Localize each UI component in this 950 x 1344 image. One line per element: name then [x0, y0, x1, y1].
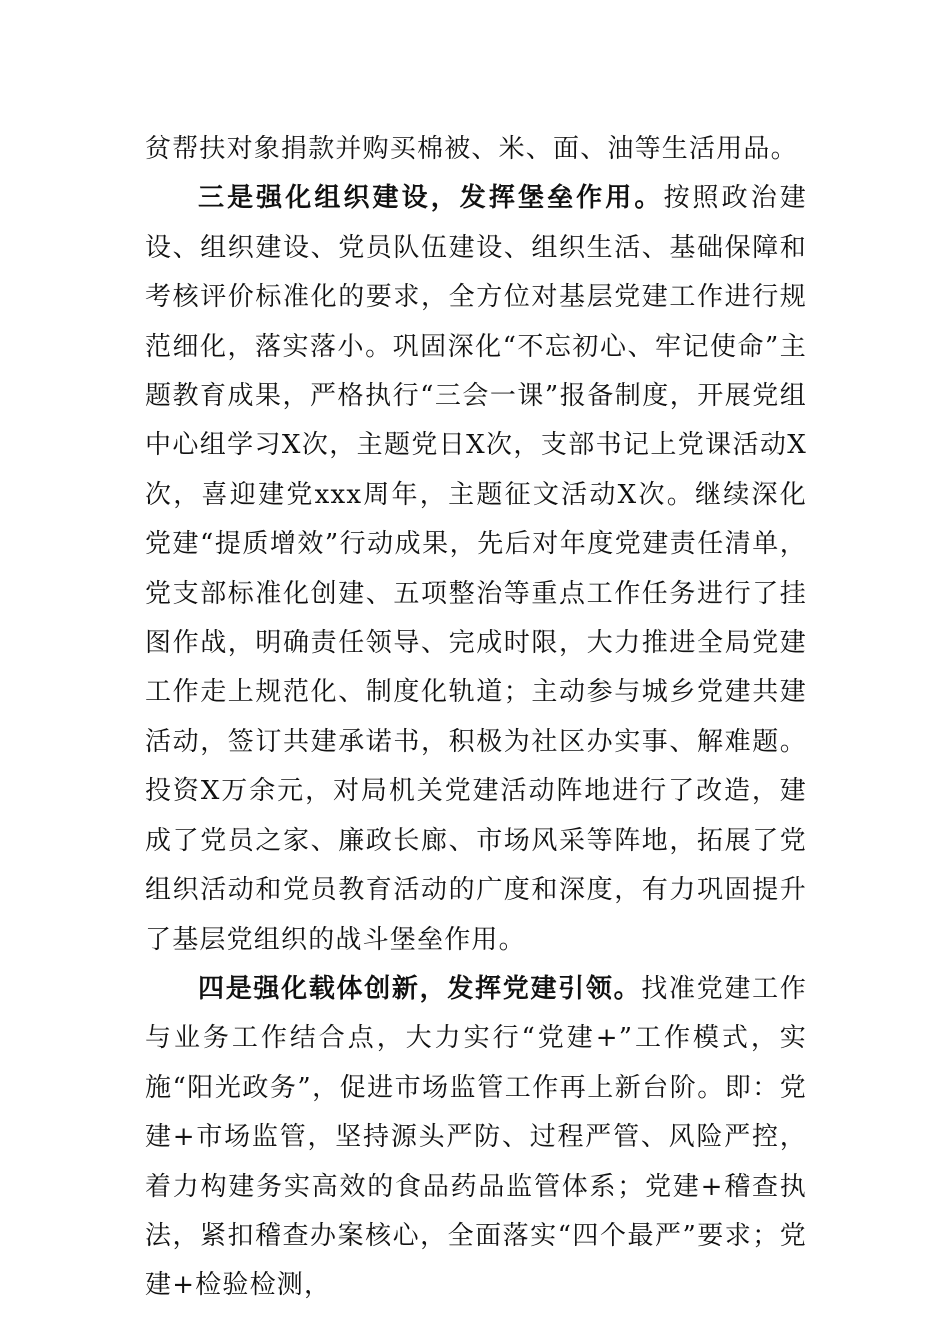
paragraph-lead: 三是强化组织建设，发挥堡垒作用。 [198, 183, 664, 214]
paragraph-text: 贫帮扶对象捐款并购买棉被、米、面、油等生活用品。 [145, 134, 798, 164]
paragraph-carrier-innovation [145, 965, 807, 1311]
paragraph-organization-building [145, 174, 807, 965]
paragraph-continuation [145, 125, 807, 174]
paragraph-lead: 四是强化载体创新，发挥党建引领。 [198, 973, 642, 1004]
paragraph-text: 找准党建工作与业务工作结合点，大力实行“党建+”工作模式，实施“阳光政务”，促进市场监管工作再上新台阶。即：党建+市场监管，坚持源头严防、过程严管、风险严控，着力构建务实高效的食品药品监管体系；党建+稽查执法，紧扣稽查办案核心，全面落实“四个最严”要求；党建+检验检测， [145, 973, 808, 1301]
paragraph-text: 按照政治建设、组织建设、党员队伍建设、组织生活、基础保障和考核评价标准化的要求，全方位对基层党建工作进行规范细化，落实落小。巩固深化“不忘初心、牢记使命”主题教育成果，严格执行“三会一课”报备制度，开展党组中心组学习X次，主题党日X次，支部书记上党课活动X次，喜迎建党xxx周年，主题征文活动X次。继续深化党建“提质增效”行动成果，先后对年度党建责任清单，党支部标准化创建、五项整治等重点工作任务进行了挂图作战，明确责任领导、完成时限，大力推进全局党建工作走上规范化、制度化轨道；主动参与城乡党建共建活动，签订共建承诺书，积极为社区办实事、解难题。投资X万余元，对局机关党建活动阵地进行了改造，建成了党员之家、廉政长廊、市场风采等阵地，拓展了党组织活动和党员教育活动的广度和深度，有力巩固提升了基层党组织的战斗堡垒作用。 [145, 183, 807, 955]
document-body [145, 125, 807, 1311]
